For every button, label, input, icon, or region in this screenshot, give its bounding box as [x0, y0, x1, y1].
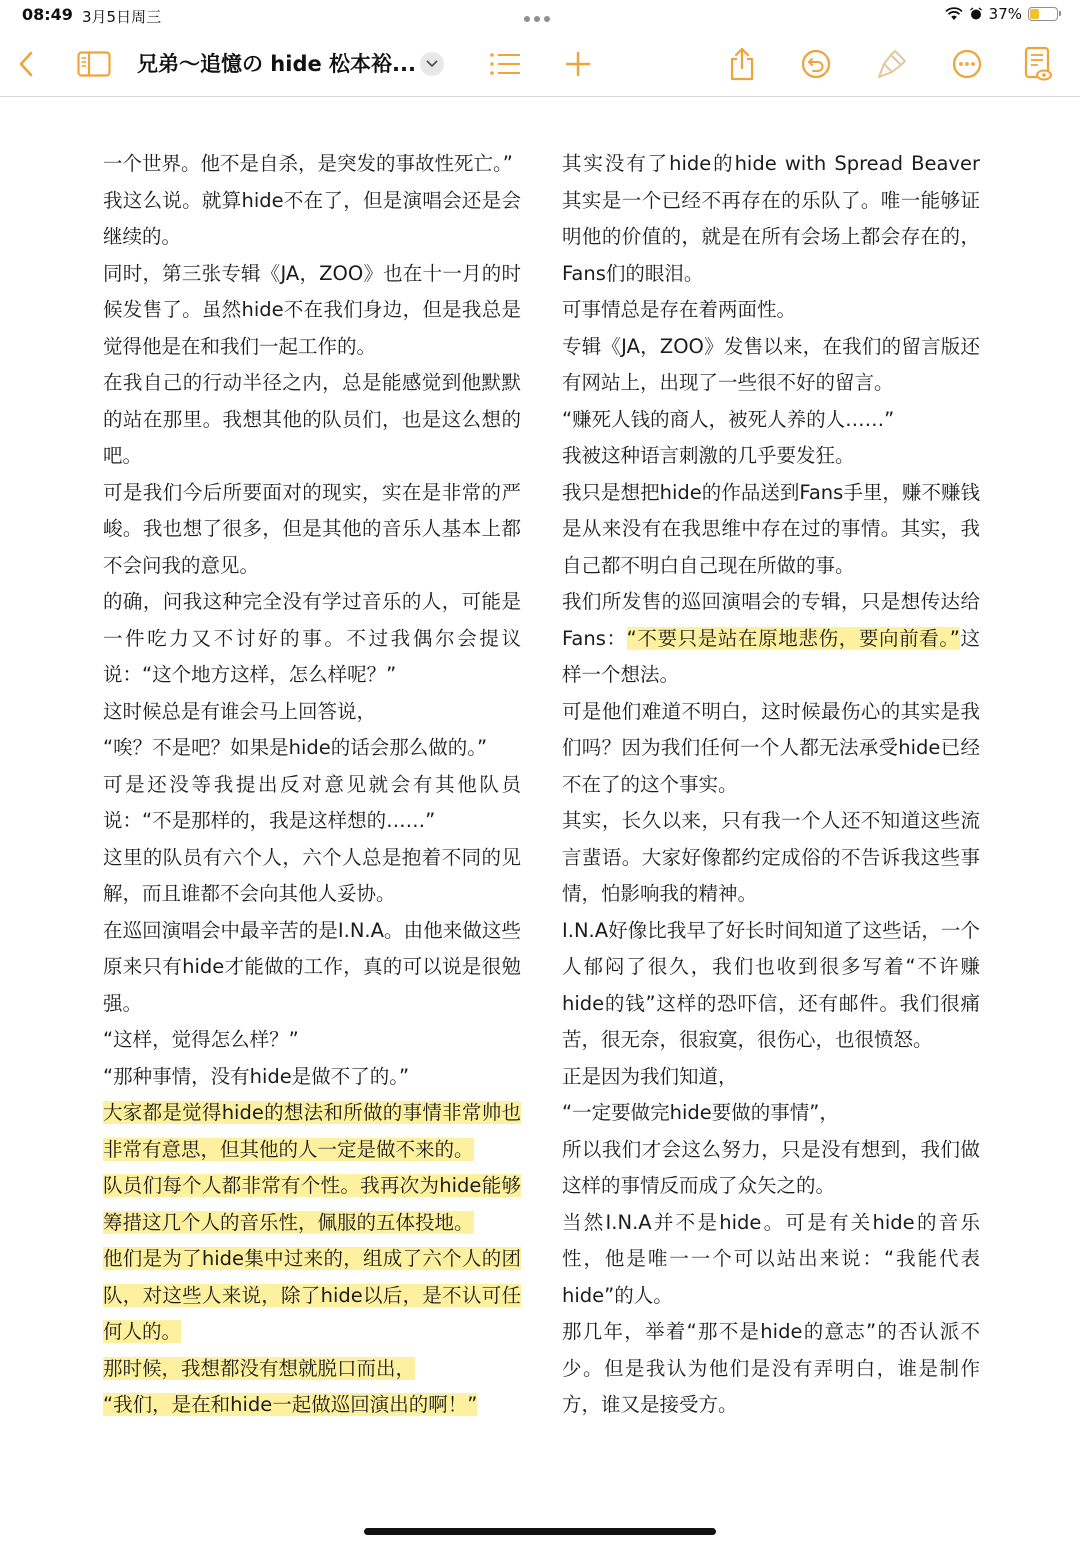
left-paragraph — [103, 1095, 521, 1168]
status-bar — [0, 0, 1080, 32]
left-paragraph — [103, 475, 521, 585]
right-paragraph — [562, 694, 980, 804]
more-icon[interactable] — [951, 32, 983, 96]
left-paragraph — [103, 1241, 521, 1351]
left-paragraph — [103, 730, 521, 767]
sidebar-icon[interactable] — [76, 32, 112, 96]
left-paragraph — [103, 767, 521, 840]
view-mode-icon[interactable] — [1022, 32, 1054, 96]
status-indicators — [945, 5, 1058, 23]
left-text-column — [103, 146, 521, 1424]
left-paragraph — [103, 1059, 521, 1096]
left-paragraph — [103, 365, 521, 475]
paragraph-text: 我们所发售的巡回演唱会的专辑，只是想传达给Fans： — [562, 590, 980, 650]
left-paragraph — [103, 256, 521, 366]
left-paragraph — [103, 146, 521, 183]
paragraph-text: “唉？不是吧？如果是hide的话会那么做的。” — [103, 736, 488, 759]
paragraph-text: 其实没有了hide的hide with Spread Beaver其实是一个已经不再存在的乐队了。唯一能够证明他的价值的，就是在所有会场上都会存在的，Fans们的眼泪。 — [562, 152, 980, 285]
outline-list-icon[interactable] — [488, 32, 522, 96]
highlighted-text: “我们，是在和hide一起做巡回演出的啊！” — [103, 1393, 478, 1416]
paragraph-text: “那种事情，没有hide是做不了的。” — [103, 1064, 410, 1088]
paragraph-text: 专辑《JA，ZOO》发售以来，在我们的留言版还有网站上，出现了一些很不好的留言。 — [562, 334, 980, 394]
markup-pen-icon[interactable] — [876, 32, 908, 96]
left-paragraph — [103, 1022, 521, 1059]
right-paragraph — [562, 1314, 980, 1424]
highlighted-text: 大家都是觉得hide的想法和所做的事情非常帅也非常有意思，但其他的人一定是做不来的。 — [103, 1101, 521, 1161]
highlighted-text: 那时候，我想都没有想就脱口而出， — [103, 1356, 416, 1380]
alarm-icon — [969, 7, 983, 21]
right-paragraph — [562, 1059, 980, 1096]
left-paragraph — [103, 694, 521, 731]
home-indicator[interactable] — [364, 1528, 716, 1535]
battery-icon — [1028, 7, 1058, 21]
paragraph-text: 在巡回演唱会中最辛苦的是I.N.A。由他来做这些原来只有hide才能做的工作，真的可以说是很勉强。 — [103, 918, 521, 1015]
paragraph-text: 我被这种语言刺激的几乎要发狂。 — [562, 444, 855, 467]
right-paragraph — [562, 402, 980, 439]
paragraph-text: 我只是想把hide的作品送到Fans手里，赚不赚钱是从来没有在我思维中存在过的事情。其实，我自己都不明白自己现在所做的事。 — [562, 480, 980, 577]
paragraph-text: 那几年，举着“那不是hide的意志”的否认派不少。但是我认为他们是没有弄明白，谁是制作方，谁又是接受方。 — [562, 1320, 980, 1416]
paragraph-text: “一定要做完hide要做的事情”， — [562, 1101, 839, 1124]
paragraph-text: I.N.A好像比我早了好长时间知道了这些话，一个人郁闷了很久，我们也收到很多写着“不许赚hide的钱”这样的恐吓信，还有邮件。我们很痛苦，很无奈，很寂寞，很伤心，也很愤怒。 — [562, 918, 980, 1051]
paragraph-text: 这样一个想法。 — [562, 626, 980, 686]
left-paragraph — [103, 913, 521, 1023]
status-time: 08:49 — [22, 5, 73, 24]
paragraph-text: 我这么说。就算hide不在了，但是演唱会还是会继续的。 — [103, 188, 521, 248]
paragraph-text: 可是还没等我提出反对意见就会有其他队员说：“不是那样的，我是这样想的……” — [103, 772, 521, 832]
paragraph-text: 可是我们今后所要面对的现实，实在是非常的严峻。我也想了很多，但是其他的音乐人基本上都不会问我的意见。 — [103, 480, 521, 577]
share-icon[interactable] — [727, 32, 757, 96]
title-dropdown-icon[interactable] — [420, 52, 444, 76]
paragraph-text: 所以我们才会这么努力，只是没有想到，我们做这样的事情反而成了众矢之的。 — [562, 1137, 980, 1197]
paragraph-text: 同时，第三张专辑《JA，ZOO》也在十一月的时候发售了。虽然hide不在我们身边，但是我总是觉得他是在和我们一起工作的。 — [103, 261, 521, 358]
paragraph-text: 其实，长久以来，只有我一个人还不知道这些流言蜚语。大家好像都约定成俗的不告诉我这些事情，怕影响我的精神。 — [562, 809, 980, 905]
multitasking-dots-icon[interactable] — [524, 7, 556, 17]
right-paragraph — [562, 146, 980, 292]
highlighted-text: 队员们每个人都非常有个性。我再次为hide能够筹措这几个人的音乐性，佩服的五体投地。 — [103, 1174, 521, 1234]
left-paragraph — [103, 183, 521, 256]
paragraph-text: 可事情总是存在着两面性。 — [562, 298, 797, 321]
right-paragraph — [562, 584, 980, 694]
paragraph-text: “赚死人钱的商人，被死人养的人……” — [562, 407, 895, 431]
left-paragraph — [103, 1168, 521, 1241]
right-paragraph — [562, 438, 980, 475]
paragraph-text: 当然I.N.A并不是hide。可是有关hide的音乐性，他是唯一一个可以站出来说：“我能代表hide”的人。 — [562, 1210, 980, 1307]
paragraph-text: 在我自己的行动半径之内，总是能感觉到他默默的站在那里。我想其他的队员们，也是这么想的吧。 — [103, 371, 521, 467]
undo-icon[interactable] — [801, 32, 831, 96]
add-icon[interactable] — [564, 32, 592, 96]
right-paragraph — [562, 803, 980, 913]
left-paragraph — [103, 1387, 521, 1424]
paragraph-text: 正是因为我们知道， — [562, 1064, 738, 1088]
right-paragraph — [562, 1132, 980, 1205]
right-paragraph — [562, 1205, 980, 1315]
right-paragraph — [562, 1095, 980, 1132]
back-chevron-icon[interactable] — [12, 32, 40, 96]
paragraph-text: 这里的队员有六个人，六个人总是抱着不同的见解，而且谁都不会向其他人妥协。 — [103, 845, 521, 905]
right-text-column — [562, 146, 980, 1424]
paragraph-text: 这时候总是有谁会马上回答说， — [103, 699, 377, 723]
left-paragraph — [103, 1351, 521, 1388]
right-paragraph — [562, 913, 980, 1059]
paragraph-text: 一个世界。他不是自杀，是突发的事故性死亡。” — [103, 152, 513, 175]
toolbar — [0, 32, 1080, 97]
highlighted-text: 他们是为了hide集中过来的，组成了六个人的团队，对这些人来说，除了hide以后，是不认可任何人的。 — [103, 1247, 521, 1343]
battery-level — [1030, 9, 1039, 19]
highlighted-text: “不要只是站在原地悲伤，要向前看。” — [626, 626, 960, 650]
paragraph-text: “这样，觉得怎么样？” — [103, 1028, 299, 1051]
wifi-icon — [945, 7, 963, 21]
battery-percent: 37% — [988, 5, 1022, 23]
right-paragraph — [562, 475, 980, 585]
paragraph-text: 的确，问我这种完全没有学过音乐的人，可能是一件吃力又不讨好的事。不过我偶尔会提议说：“这个地方这样，怎么样呢？” — [103, 590, 521, 686]
left-paragraph — [103, 840, 521, 913]
left-paragraph — [103, 584, 521, 694]
status-date: 3月5日周三 — [82, 8, 162, 26]
right-paragraph — [562, 329, 980, 402]
paragraph-text: 可是他们难道不明白，这时候最伤心的其实是我们吗？因为我们任何一个人都无法承受hide已经不在了的这个事实。 — [562, 699, 980, 796]
document-title[interactable]: 兄弟～追憶の hide 松本裕... — [137, 52, 416, 76]
right-paragraph — [562, 292, 980, 329]
